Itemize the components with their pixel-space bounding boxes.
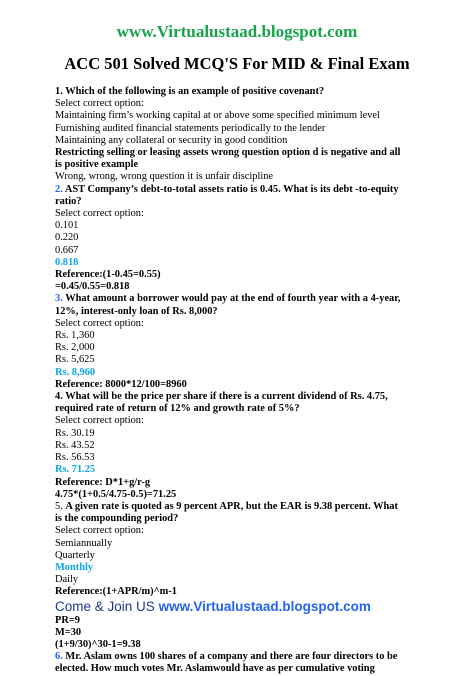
mcq-content — [55, 86, 404, 676]
reference: =0.45/0.55=0.818 — [55, 281, 130, 293]
option: Quarterly — [55, 549, 95, 561]
correct-answer: 0.818 — [55, 256, 79, 268]
select-label: Select correct option: — [55, 208, 144, 220]
option: Rs. 43.52 — [55, 439, 95, 451]
option: Maintaining any collateral or security in good condition — [55, 134, 288, 146]
question-2 — [55, 184, 404, 208]
banner-link[interactable]: www.Virtualustaad.blogspot.com — [158, 598, 371, 614]
banner-text: Come & Join US — [55, 598, 155, 614]
select-label: Select correct option: — [55, 415, 144, 427]
option: Rs. 5,625 — [55, 354, 95, 366]
option: 0.220 — [55, 232, 79, 244]
promo-banner — [55, 599, 404, 615]
reference: Reference:(1-0.45=0.55) — [55, 269, 161, 281]
reference: Reference:(1+APR/m)^m-1 — [55, 586, 177, 598]
calculation-line: PR=9 — [55, 614, 80, 626]
option: Maintaining firm’s working capital at or above some specified minimum level — [55, 110, 380, 122]
option: 0.667 — [55, 244, 79, 256]
reference: Reference: 8000*12/100=8960 — [55, 378, 187, 390]
question-1: 1. Which of the following is an example of positive covenant? — [55, 86, 325, 97]
option: 0.101 — [55, 220, 79, 232]
question-number: 3. — [55, 293, 63, 305]
question-6 — [55, 651, 404, 675]
calculation-line: (1+9/30)^30-1=9.38 — [55, 638, 141, 650]
correct-answer: Rs. 71.25 — [55, 464, 96, 476]
correct-answer: Monthly — [55, 561, 94, 573]
option: Rs. 2,000 — [55, 342, 95, 354]
option: Rs. 30.19 — [55, 427, 95, 439]
select-label: Select correct option: — [55, 525, 144, 537]
reference: Reference: D*1+g/r-g — [55, 476, 151, 488]
question-4: 4. What will be the price per share if there is a current dividend of Rs. 4.75, required rate of return of 12% and growth rate of 5%? — [55, 391, 388, 415]
option-answer-note: Restricting selling or leasing assets wrong question option d is negative and all is positive example — [55, 147, 401, 171]
option: Wrong, wrong, wrong question it is unfair discipline — [55, 171, 274, 183]
select-label: Select correct option: — [55, 98, 144, 110]
option: Furnishing audited financial statements periodically to the lender — [55, 122, 326, 134]
site-header[interactable]: www.Virtualustaad.blogspot.com — [116, 22, 358, 41]
question-number: 6. — [55, 651, 63, 663]
question-number: 5. — [55, 500, 63, 512]
question-5 — [55, 501, 404, 525]
question-text: Mr. Aslam owns 100 shares of a company and there are four directors to be elected. How much votes Mr. Aslamwould have as per cumulative voting — [55, 651, 398, 675]
question-text: AST Company’s debt-to-total assets ratio is 0.45. What is its debt -to-equity ratio? — [55, 183, 399, 207]
option: Semiannually — [55, 537, 113, 549]
option: Daily — [55, 574, 79, 586]
reference: 4.75*(1+0.5/4.75-0.5)=71.25 — [55, 488, 177, 500]
calculation-line: M=30 — [55, 626, 82, 638]
question-number: 2. — [55, 183, 63, 195]
select-label: Select correct option: — [55, 317, 144, 329]
question-text: A given rate is quoted as 9 percent APR, but the EAR is 9.38 percent. What is the compounding period? — [55, 500, 398, 525]
correct-answer: Rs. 8,960 — [55, 366, 96, 378]
option: Rs. 56.53 — [55, 452, 95, 464]
option: Rs. 1,360 — [55, 330, 95, 342]
page-title: ACC 501 Solved MCQ'S For MID & Final Exam — [64, 54, 410, 73]
question-3 — [55, 293, 404, 317]
question-text: What amount a borrower would pay at the end of fourth year with a 4-year, 12%, interest-only loan of Rs. 8,000? — [55, 293, 401, 317]
